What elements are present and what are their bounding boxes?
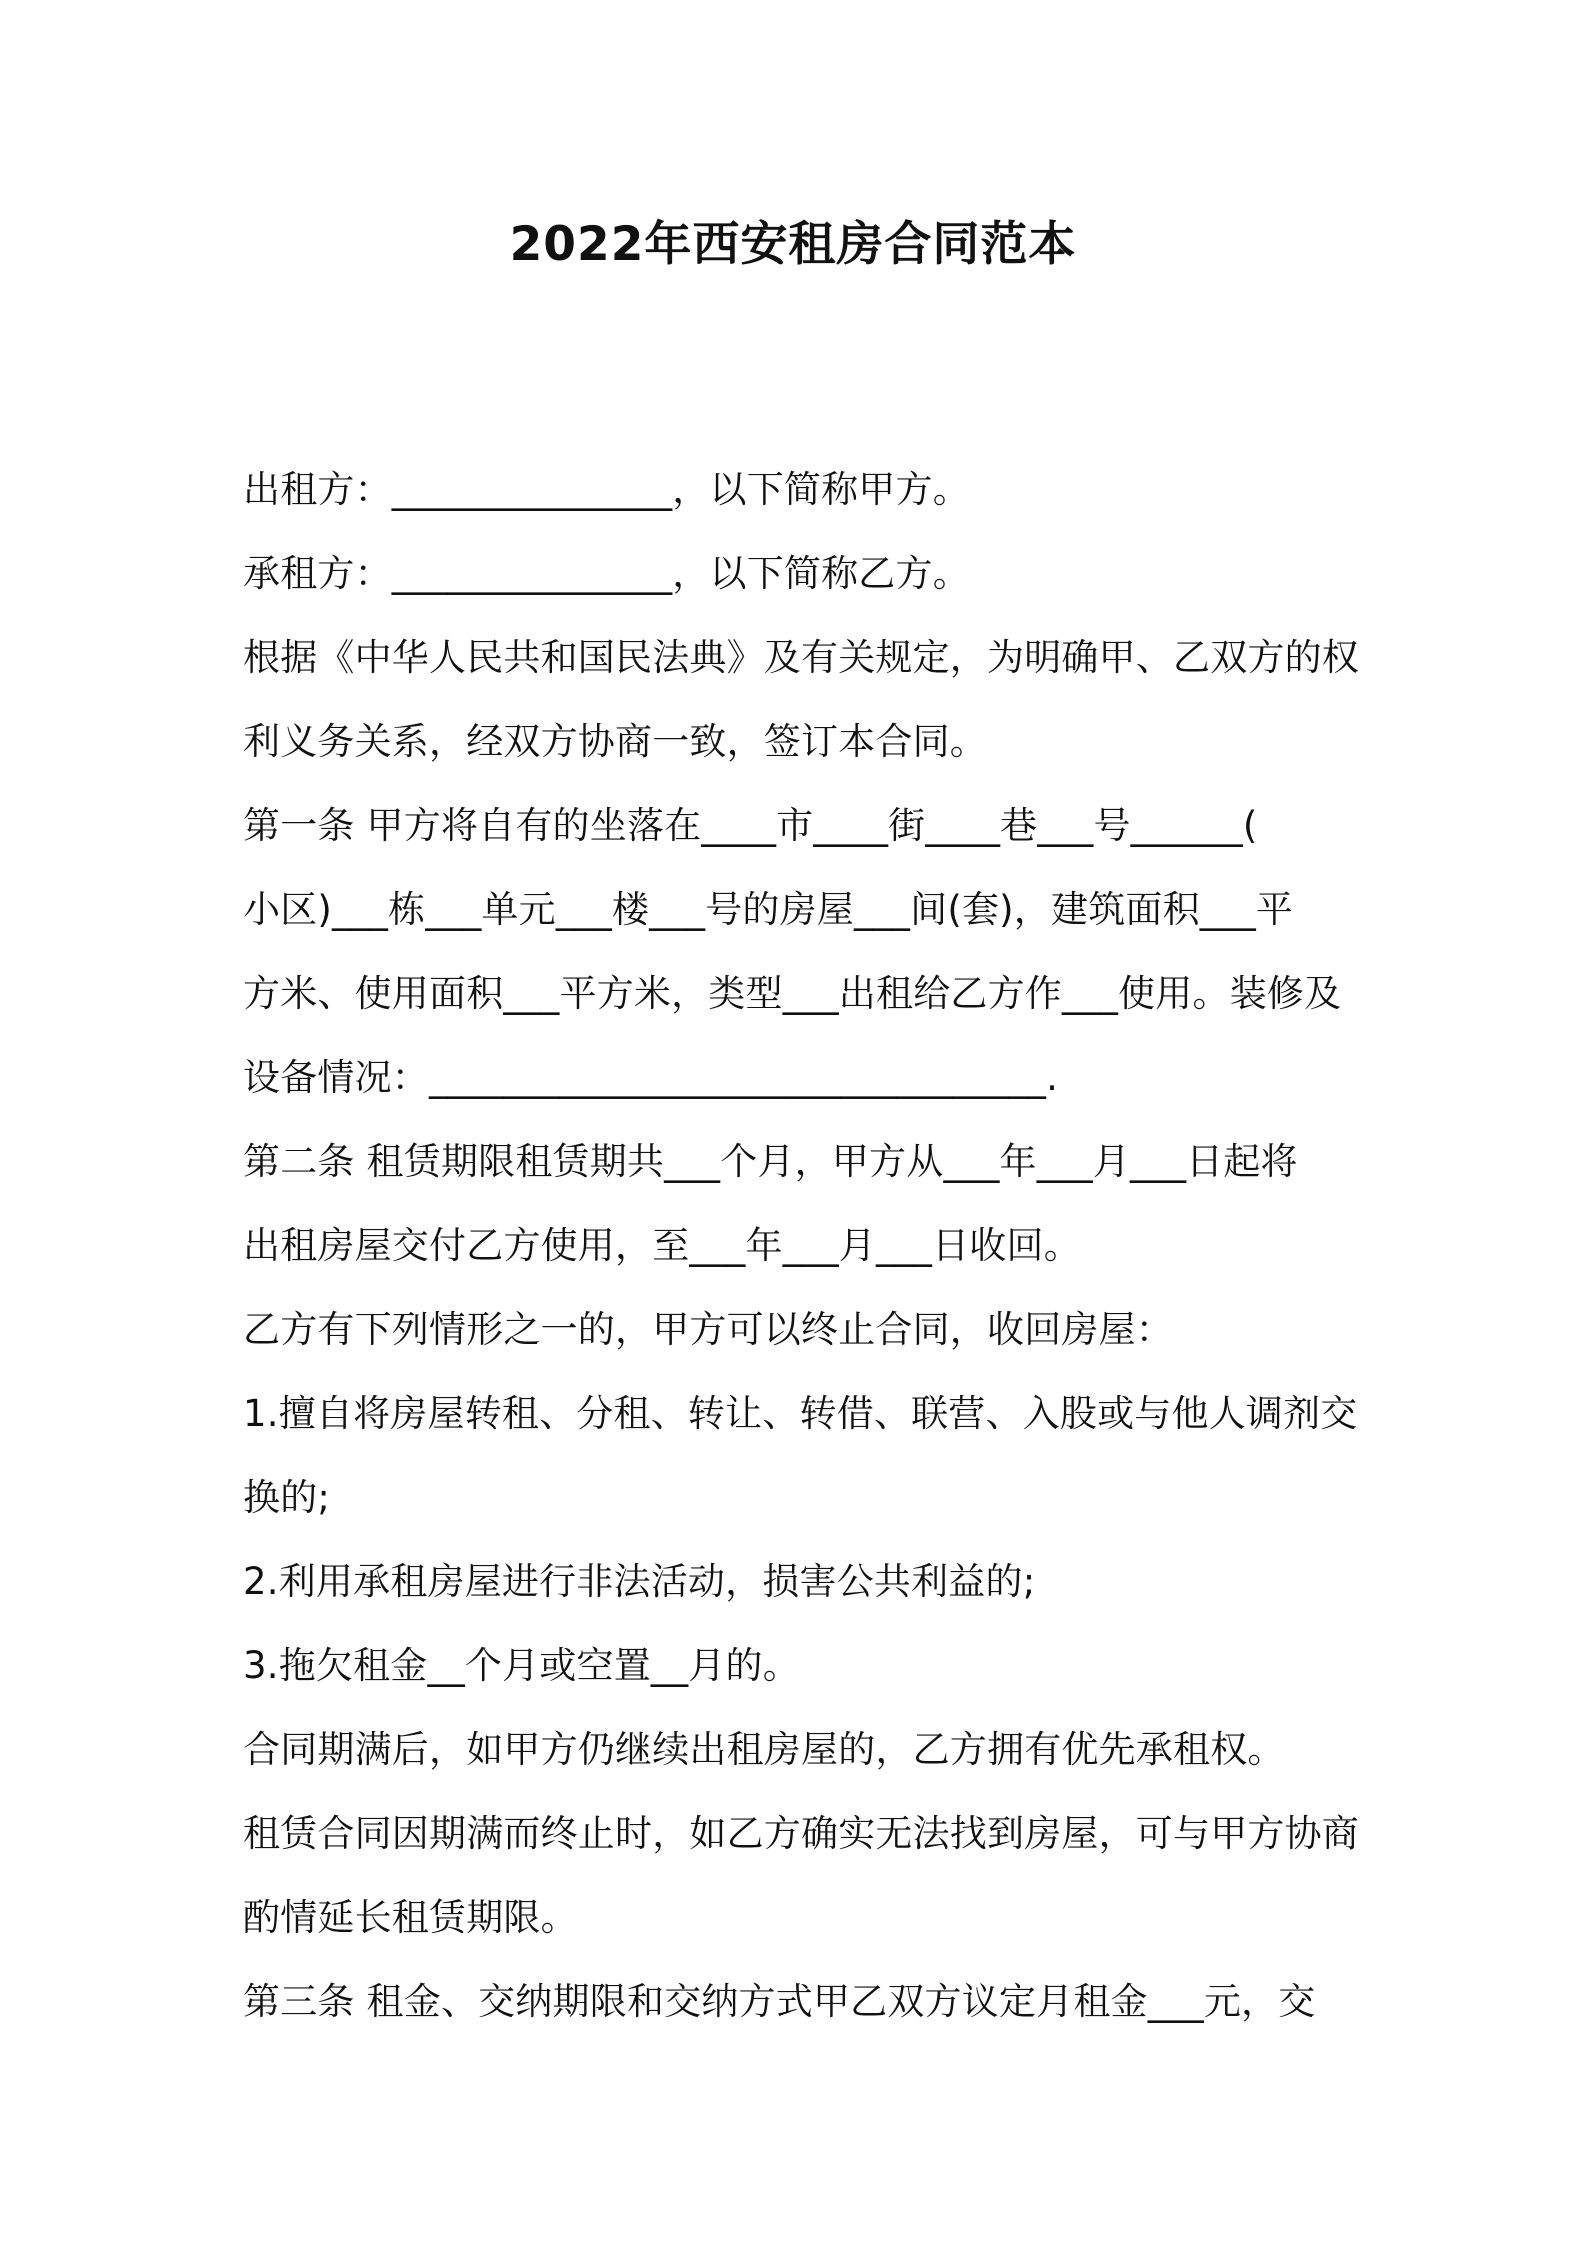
article-2-line-1: 第二条 租赁期限租赁期共___个月，甲方从___年___月___日起将 [243,1140,1298,1183]
termination-item-1-line-2: 换的; [243,1476,331,1519]
article-1-line-2: 小区)___栋___单元___楼___号的房屋___间(套)，建筑面积___平 [243,888,1294,931]
article-3-line-1: 第三条 租金、交纳期限和交纳方式甲乙双方议定月租金___元，交 [243,1980,1316,2023]
termination-item-2-line: 2.利用承租房屋进行非法活动，损害公共利益的; [243,1560,1036,1603]
article-1-line-1: 第一条 甲方将自有的坐落在____市____街____巷___号______( [243,804,1258,847]
preamble-line-2: 利义务关系，经双方协商一致，签订本合同。 [243,720,987,763]
contract-body [243,448,1363,2044]
termination-intro-line: 乙方有下列情形之一的，甲方可以终止合同，收回房屋： [243,1308,1173,1351]
article-1-line-4: 设备情况：_________________________________. [243,1056,1059,1099]
extension-line-2: 酌情延长租赁期限。 [243,1896,578,1939]
lessee-line: 承租方：_______________，以下简称乙方。 [243,552,970,595]
article-2-line-2: 出租房屋交付乙方使用，至___年___月___日收回。 [243,1224,1081,1267]
lessor-line: 出租方：_______________，以下简称甲方。 [243,468,970,511]
preamble-line-1: 根据《中华人民共和国民法典》及有关规定，为明确甲、乙双方的权 [243,636,1359,679]
extension-line-1: 租赁合同因期满而终止时，如乙方确实无法找到房屋，可与甲方协商 [243,1812,1359,1855]
document-title: 2022年西安租房合同范本 [509,217,1077,272]
priority-renewal-line: 合同期满后，如甲方仍继续出租房屋的，乙方拥有优先承租权。 [243,1728,1285,1771]
termination-item-1-line-1: 1.擅自将房屋转租、分租、转让、转借、联营、入股或与他人调剂交 [243,1392,1358,1435]
termination-item-3-line: 3.拖欠租金__个月或空置__月的。 [243,1644,800,1687]
article-1-line-3: 方米、使用面积___平方米，类型___出租给乙方作___使用。装修及 [243,972,1342,1015]
